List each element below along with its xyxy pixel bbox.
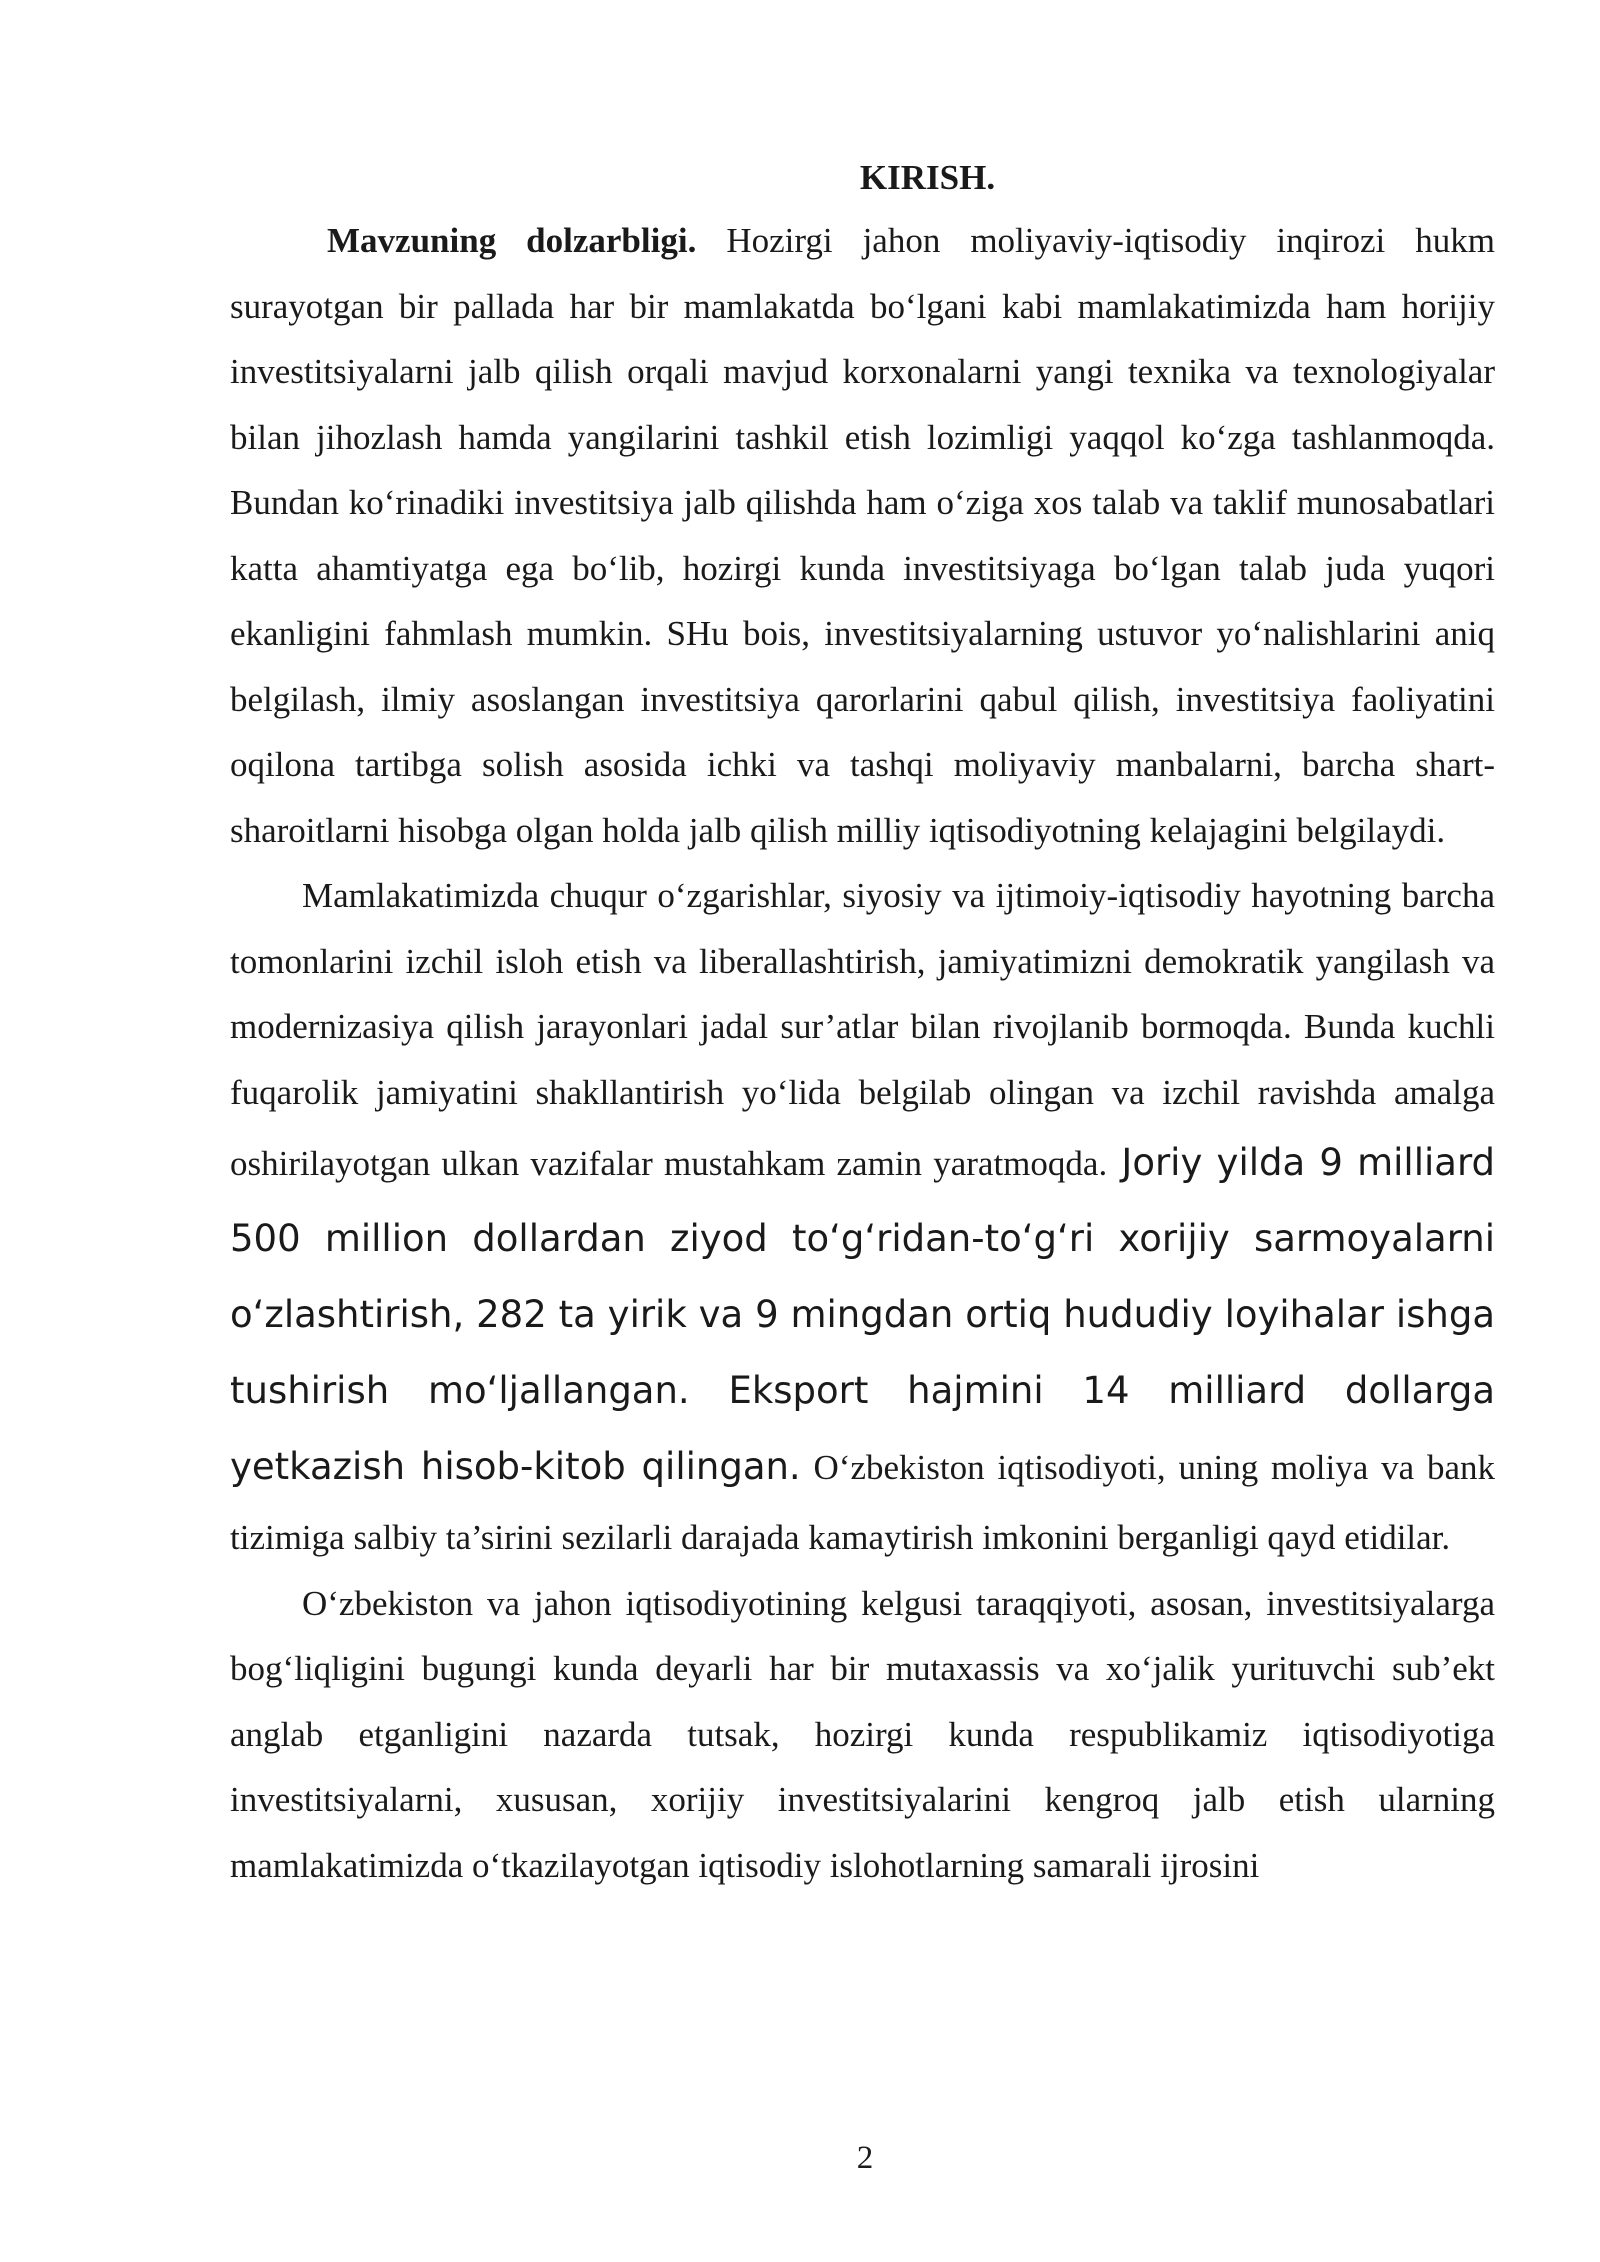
paragraph-text: Hozirgi jahon moliyaviy-iqtisodiy inqirozi hukm surayotgan bir pallada har bir mamlakatda bo‘lgani kabi mamlakatimizda ham horijiy investitsiyalarni jalb qilish orqali mavjud korxonalarni yangi texnika va texnologiyalar bilan jihozlash hamda yangilarini tashkil etish lozimligi yaqqol ko‘zga tashlanmoqda. Bundan ko‘rinadiki investitsiya jalb qilishda ham o‘ziga xos talab va taklif munosabatlari katta ahamtiyatga ega bo‘lib, hozirgi kunda investitsiyaga bo‘lgan talab juda yuqori ekanligini fahmlash mumkin. SHu bois, investitsiyalarning ustuvor yo‘nalishlarini aniq belgilash, ilmiy asoslangan investitsiya qarorlarini qabul qilish, investitsiya faoliyatini oqilona tartibga solish asosida ichki va tashqi moliyaviy manbalarni, barcha shart-sharoitlarni hisobga olgan holda jalb qilish milliy iqtisodiyotning kelajagini belgilaydi. [230,221,1495,850]
page-number: 2 [856,2140,874,2176]
document-page [230,148,1495,1898]
paragraph-text-end: O‘zbekiston iqtisodiyoti, uning moliya va bank tizimiga salbiy ta’sirini sezilarli darajada kamaytirish imkonini berganligi qayd etidilar. [230,1448,1495,1557]
paragraph-lead: Mavzuning dolzarbligi. [327,221,697,260]
paragraph-reforms [230,863,1495,1571]
section-heading: KIRISH. [859,158,996,197]
paragraph-relevance [230,208,1495,863]
paragraph-future-development: O‘zbekiston va jahon iqtisodiyotining kelgusi taraqqiyoti, asosan, investitsiyalarga bog‘liqligini bugungi kunda deyarli har bir mutaxassis va xo‘jalik yurituvchi sub’ekt anglab etganligini nazarda tutsak, hozirgi kunda respublikamiz iqtisodiyotiga investitsiyalarni, xususan, xorijiy investitsiyalarini kengroq jalb etish ularning mamlakatimizda o‘tkazilayotgan iqtisodiy islohotlarning samarali ijrosini [230,1583,1495,1885]
paragraph-text-start: Mamlakatimizda chuqur o‘zgarishlar, siyosiy va ijtimoiy-iqtisodiy hayotning barcha tomonlarini izchil isloh etish va liberallashtirish, jamiyatimizni demokratik yangilash va modernizasiya qilish jarayonlari jadal sur’atlar bilan rivojlanib bormoqda. Bunda kuchli fuqarolik jamiyatini shakllantirish yo‘lida belgilab olingan va izchil ravishda amalga oshirilayotgan ulkan vazifalar mustahkam zamin yaratmoqda. [230,876,1495,1183]
paragraph-text-investment-figures: Joriy yilda 9 milliard 500 million dollardan ziyod to‘g‘ridan-to‘g‘ri xorijiy sarmoyalarni o‘zlashtirish, 282 ta yirik va 9 mingdan ortiq hududiy loyihalar ishga tushirish mo‘ljallangan. Eksport hajmini 14 milliard dollarga yetkazish hisob-kitob qilingan. [230,1141,1495,1488]
